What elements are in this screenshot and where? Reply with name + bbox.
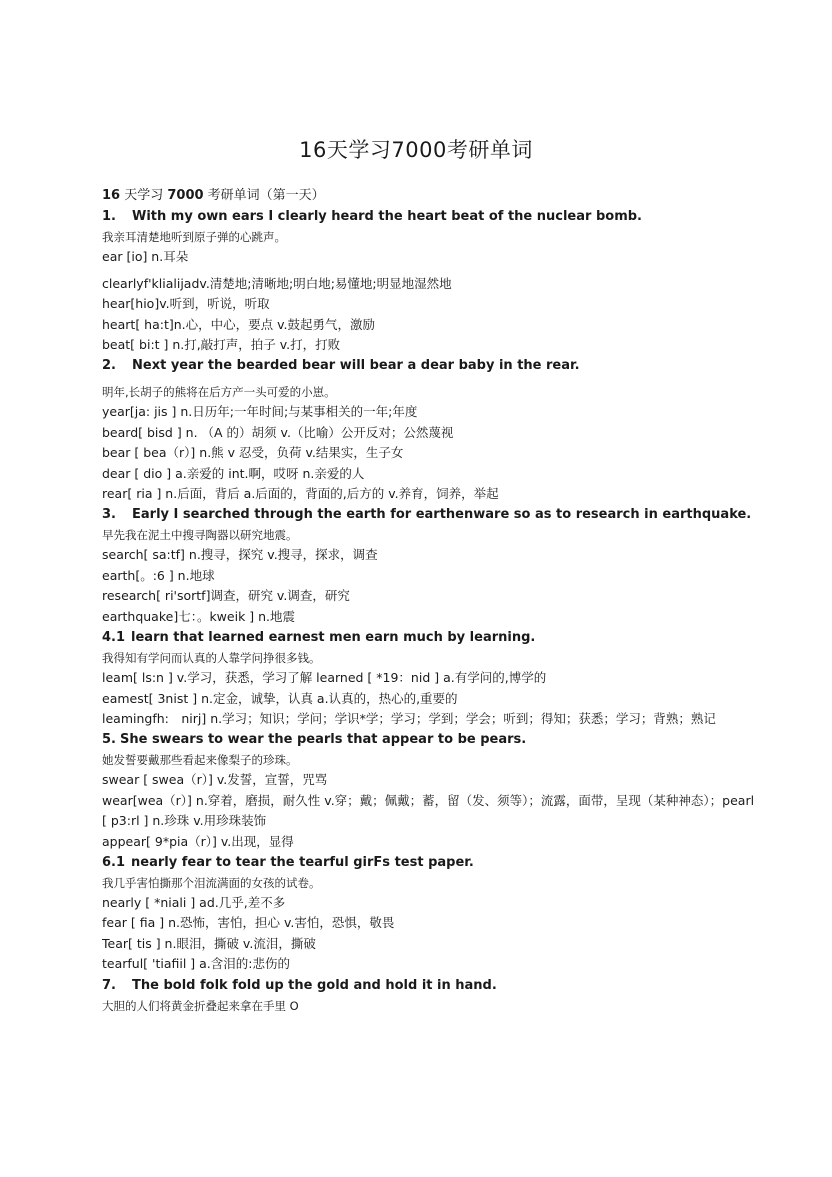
word-entry: leamingfh: nirj] n.学习；知识；学问；学识*学；学习；学到；学会；听到；得知；获悉；学习；背熟；熟记 bbox=[102, 710, 716, 726]
sentence-text: Early I searched through the earth for earthenware so as to research in earthquake. bbox=[132, 507, 752, 523]
subtitle-text1: 天学习 bbox=[120, 188, 168, 203]
subtitle-bold-mid: 7000 bbox=[167, 188, 204, 203]
sentence-number: 1. bbox=[102, 209, 116, 225]
sentence-text: nearly fear to tear the tearful girFs test paper. bbox=[131, 854, 474, 870]
sentence-number: 5. bbox=[102, 732, 116, 748]
section-3 bbox=[102, 504, 762, 627]
sentence bbox=[102, 355, 762, 376]
word-entry: fear [ fia ] n.恐怖，害怕，担心 v.害怕，恐惧，敬畏 bbox=[102, 915, 395, 931]
word-entry: wear[wea（r）] n.穿着，磨损，耐久性 v.穿；戴；佩戴；蓄，留（发、须等）；流露，面带，呈现（某种神态）；pearl bbox=[102, 792, 755, 808]
word-entry: appear[ 9*pia（r）] v.出现，显得 bbox=[102, 833, 294, 849]
word-entry: nearly [ *niali ] ad.几乎,差不多 bbox=[102, 894, 286, 910]
subtitle-bold-prefix: 16 bbox=[102, 188, 121, 203]
word-entry: year[ja: jis ] n.日历年;一年时间;与某事相关的一年;年度 bbox=[102, 404, 418, 420]
sentence-text: learn that learned earnest men earn much by learning. bbox=[131, 630, 536, 646]
translation: 我几乎害怕撕那个泪流满面的女孩的试卷。 bbox=[102, 875, 321, 890]
translation: 明年,长胡子的熊将在后方产一头可爱的小崽。 bbox=[102, 385, 336, 400]
sentence-number: 4.1 bbox=[102, 630, 126, 646]
word-entry: leam[ ls:n ] v.学习，获悉，学习了解 learned [ *19：nid ] a.有学问的,博学的 bbox=[102, 670, 547, 686]
word-entry: beard[ bisd ] n. （A 的）胡须 v.（比喻）公开反对；公然蔑视 bbox=[102, 424, 454, 440]
sentence-number: 7. bbox=[102, 977, 116, 993]
word-entry: tearful[ 'tiafiil ] a.含泪的:悲伤的 bbox=[102, 956, 290, 972]
sentence-number: 2. bbox=[102, 358, 116, 374]
document-content bbox=[102, 186, 762, 1016]
sentence bbox=[102, 206, 762, 227]
word-entry: hear[hio]v.听到，听说，听取 bbox=[102, 296, 270, 312]
word-entry: earthquake]七：。kweik ] n.地震 bbox=[102, 608, 296, 624]
sentence bbox=[102, 627, 762, 648]
word-entry: clearlyf'klialijadv.清楚地;清晰地;明白地;易懂地;明显地湿然地 bbox=[102, 275, 452, 291]
sentence bbox=[102, 504, 762, 525]
word-entry: [ p3:rl ] n.珍珠 v.用珍珠装饰 bbox=[102, 813, 267, 829]
sentence-text: The bold folk fold up the gold and hold it in hand. bbox=[132, 977, 497, 993]
translation: 大胆的人们将黄金折叠起来拿在手里 O bbox=[102, 998, 299, 1013]
sentence-text: Next year the bearded bear will bear a dear baby in the rear. bbox=[132, 358, 580, 374]
sentence-number: 6.1 bbox=[102, 854, 126, 870]
translation: 我得知有学问而认真的人靠学问挣很多钱。 bbox=[102, 651, 321, 666]
subtitle-text2: 考研单词（第一天） bbox=[203, 188, 325, 203]
sentence bbox=[102, 852, 762, 873]
sentence-number: 3. bbox=[102, 507, 116, 523]
word-entry: dear [ dio ] a.亲爱的 int.啊，哎呀 n.亲爱的人 bbox=[102, 465, 365, 481]
section-1 bbox=[102, 206, 762, 355]
word-entry: research[ ri'sortf]调查，研究 v.调查，研究 bbox=[102, 588, 350, 604]
word-entry: heart[ ha:t]n.心，中心，要点 v.鼓起勇气，激励 bbox=[102, 316, 376, 332]
section-7 bbox=[102, 975, 762, 1016]
word-entry: eamest[ 3nist ] n.定金，诚挚，认真 a.认真的，热心的,重要的 bbox=[102, 690, 458, 706]
section-5 bbox=[102, 729, 762, 852]
document-title: 16天学习7000考研单词 bbox=[299, 138, 533, 162]
word-entry: swear [ swea（r）] v.发誓，宣誓，咒骂 bbox=[102, 772, 328, 788]
sentence-text: With my own ears I clearly heard the heart beat of the nuclear bomb. bbox=[132, 209, 642, 225]
section-4 bbox=[102, 627, 762, 729]
translation: 她发誓要戴那些看起来像梨子的珍珠。 bbox=[102, 753, 298, 768]
sentence-text: She swears to wear the pearls that appear to be pears. bbox=[119, 732, 527, 748]
document-subtitle bbox=[102, 186, 762, 206]
sentence bbox=[102, 729, 762, 750]
section-6 bbox=[102, 852, 762, 975]
section-2 bbox=[102, 355, 762, 504]
translation: 早先我在泥土中搜寻陶器以研究地震。 bbox=[102, 528, 298, 543]
word-entry: bear [ bea（r）] n.熊 v 忍受，负荷 v.结果实，生子女 bbox=[102, 445, 404, 461]
word-entry: earth[。:6 ] n.地球 bbox=[102, 567, 215, 583]
word-entry: rear[ ria ] n.后面，背后 a.后面的，背面的,后方的 v.养育，饲养，举起 bbox=[102, 486, 499, 502]
word-entry: ear [io] n.耳朵 bbox=[102, 249, 189, 265]
word-entry: beat[ bi:t ] n.打,敲打声，拍子 v.打，打败 bbox=[102, 337, 341, 353]
translation: 我亲耳清楚地听到原子弹的心跳声。 bbox=[102, 230, 286, 245]
sentence bbox=[102, 975, 762, 996]
word-entry: Tear[ tis ] n.眼泪，撕破 v.流泪，撕破 bbox=[102, 935, 316, 951]
word-entry: search[ sa:tf] n.搜寻，探究 v.搜寻，探求，调查 bbox=[102, 547, 378, 563]
